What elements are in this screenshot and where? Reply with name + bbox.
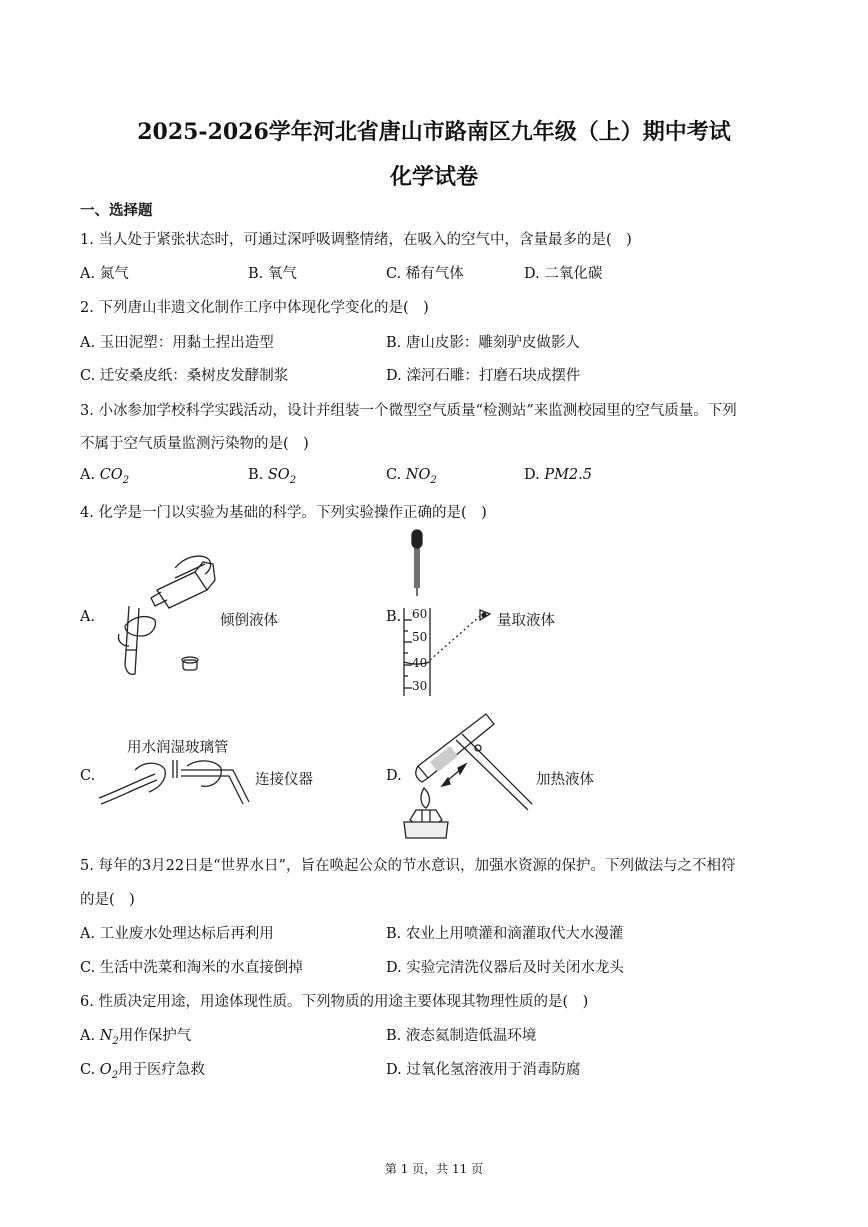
q1-option-c: C. 稀有气体: [386, 266, 464, 282]
q4-caption-d: 加热液体: [536, 772, 594, 788]
section-heading: 一、选择题: [80, 202, 153, 219]
q2-option-c: C. 迁安桑皮纸：桑树皮发酵制浆: [80, 368, 289, 384]
q4-letter-d: D.: [386, 768, 402, 784]
q4-caption-c: 连接仪器: [255, 772, 313, 788]
q5-option-a: A. 工业废水处理达标后再利用: [80, 926, 274, 942]
question-1-stem: 1. 当人处于紧张状态时，可通过深呼吸调整情绪，在吸入的空气中，含量最多的是( ): [80, 232, 632, 248]
page-subtitle: 化学试卷: [389, 164, 478, 190]
question-3-stem-line1: 3. 小冰参加学校科学实践活动，设计并组装一个微型空气质量“检测站”来监测校园里的空气质量。下列: [80, 403, 737, 419]
q1-option-b: B. 氧气: [248, 266, 297, 282]
question-3-stem-line2: 不属于空气质量监测污染物的是( ): [80, 436, 309, 452]
q2-option-b: B. 唐山皮影：雕刻驴皮做影人: [386, 335, 580, 351]
q4-caption-b: 量取液体: [497, 613, 555, 629]
q4-letter-b: B.: [386, 609, 402, 625]
question-6-stem: 6. 性质决定用途，用途体现性质。下列物质的用途主要体现其物理性质的是( ): [80, 994, 589, 1010]
q3-option-b: B. $SO_2$: [248, 467, 297, 486]
q4-letter-a: A.: [80, 609, 96, 625]
q3-option-c: C. $NO_2$: [386, 467, 437, 486]
figure-pouring-liquid: [95, 550, 220, 680]
q5-option-b: B. 农业上用喷灌和滴灌取代大水漫灌: [386, 926, 624, 942]
q1-option-a: A. 氮气: [80, 266, 129, 282]
q6-option-d: D. 过氧化氢溶液用于消毒防腐: [386, 1062, 581, 1078]
q4-caption-a: 倾倒液体: [220, 613, 278, 629]
question-2-stem: 2. 下列唐山非遗文化制作工序中体现化学变化的是( ): [80, 300, 429, 316]
q1-option-d: D. 二氧化碳: [524, 266, 603, 282]
q6-option-c: C. $O_2$用于医疗急救: [80, 1062, 206, 1081]
q4-letter-c: C.: [80, 768, 96, 784]
q6-option-a: A. $N_2$用作保护气: [80, 1028, 192, 1047]
page-footer: 第 1 页，共 11 页: [384, 1162, 484, 1176]
page-title: 2025-2026学年河北省唐山市路南区九年级（上）期中考试: [137, 119, 731, 145]
q4-figure-c-note: 用水润湿玻璃管: [127, 740, 229, 756]
q2-option-a: A. 玉田泥塑：用黏土捏出造型: [80, 335, 274, 351]
question-5-stem-line1: 5. 每年的3月22日是“世界水日”，旨在唤起公众的节水意识，加强水资源的保护。下列做法与之不相符: [80, 858, 736, 874]
scale-label-30: 30: [412, 679, 428, 693]
figure-connecting-tubes: [95, 752, 255, 812]
q3-option-a: A. $CO_2$: [80, 467, 130, 486]
q6-option-b: B. 液态氦制造低温环境: [386, 1028, 537, 1044]
figure-heating-liquid: [398, 706, 538, 842]
scale-label-40: 40: [412, 656, 428, 670]
scale-label-50: 50: [412, 630, 428, 644]
q2-option-d: D. 滦河石雕：打磨石块成摆件: [386, 368, 581, 384]
question-4-stem: 4. 化学是一门以实验为基础的科学。下列实验操作正确的是( ): [80, 505, 487, 521]
q5-option-c: C. 生活中洗菜和淘米的水直接倒掉: [80, 960, 303, 976]
q3-option-d: D. PM2.5: [524, 467, 592, 483]
scale-label-60: 60: [412, 607, 428, 621]
question-5-stem-line2: 的是( ): [80, 892, 135, 908]
q5-option-d: D. 实验完清洗仪器后及时关闭水龙头: [386, 960, 624, 976]
